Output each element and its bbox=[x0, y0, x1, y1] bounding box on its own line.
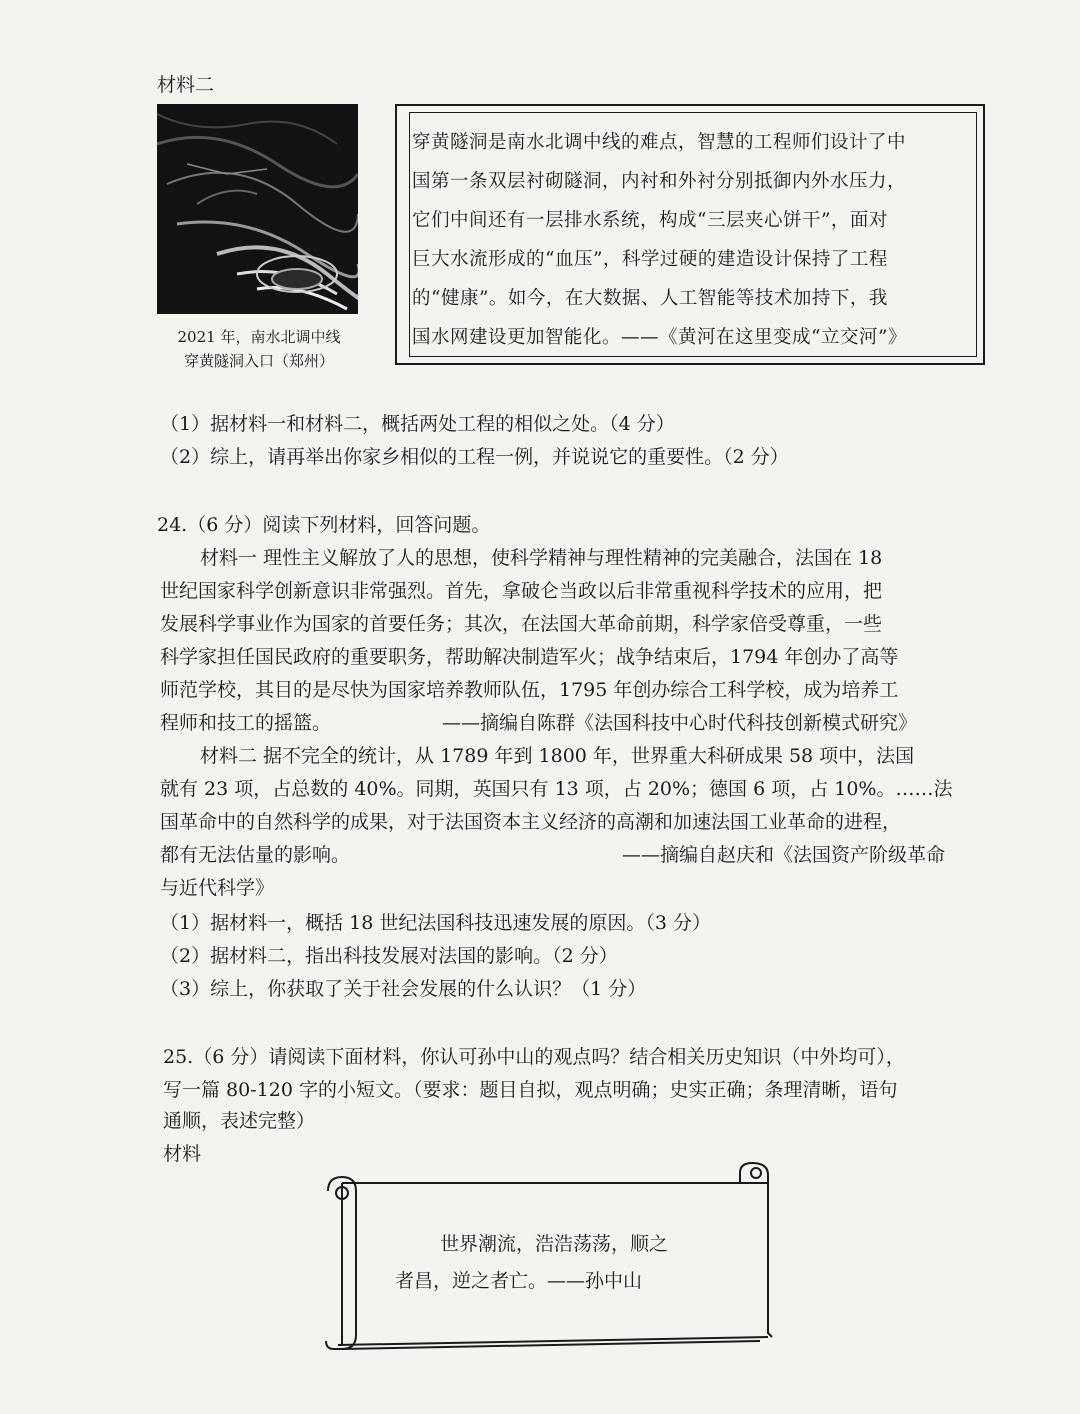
q25-line: 写一篇 80-120 字的小短文。（要求：题目自拟，观点明确；史实正确；条理清晰，语句 bbox=[163, 1079, 898, 1101]
q23-question-1: （1）据材料一和材料二，概括两处工程的相似之处。（4 分） bbox=[160, 413, 675, 435]
box-line: 国第一条双层衬砌隧洞，内衬和外衬分别抵御内外水压力， bbox=[412, 171, 907, 192]
q24-question-1: （1）据材料一，概括 18 世纪法国科技迅速发展的原因。（3 分） bbox=[160, 912, 711, 934]
q24-material1-line: 师范学校，其目的是尽快为国家培养教师队伍，1795 年创办综合工科学校，成为培养工 bbox=[160, 679, 899, 701]
scroll-quote-line: 世界潮流，浩浩荡荡，顺之 bbox=[440, 1233, 669, 1255]
box-line: 它们中间还有一层排水系统，构成“三层夹心饼干”，面对 bbox=[412, 210, 888, 231]
box-line: 的“健康”。如今，在大数据、人工智能等技术加持下，我 bbox=[412, 288, 888, 309]
section-label: 材料二 bbox=[157, 74, 215, 96]
q24-material2-source: ——摘编自赵庆和《法国资产阶级革命 bbox=[622, 844, 946, 866]
q24-material2-line: 材料二 据不完全的统计，从 1789 年到 1800 年，世界重大科研成果 58 项中，法国 bbox=[200, 745, 915, 767]
q24-material1-line: 世纪国家科学创新意识非常强烈。首先，拿破仑当政以后非常重视科学技术的应用，把 bbox=[160, 580, 883, 602]
q24-title: 24.（6 分）阅读下列材料，回答问题。 bbox=[157, 514, 491, 536]
q25-material-label: 材料 bbox=[163, 1143, 202, 1165]
q24-material2-line: 国革命中的自然科学的成果，对于法国资本主义经济的高潮和加速法国工业革命的进程， bbox=[160, 811, 902, 833]
q24-material2-source-cont: 与近代科学》 bbox=[160, 877, 275, 899]
material-box bbox=[395, 104, 985, 365]
box-line: 巨大水流形成的“血压”，科学过硬的建造设计保持了工程 bbox=[412, 249, 888, 270]
q24-question-2: （2）据材料二，指出科技发展对法国的影响。（2 分） bbox=[160, 945, 618, 967]
q24-material1-source: ——摘编自陈群《法国科技中心时代科技创新模式研究》 bbox=[442, 712, 918, 734]
tunnel-photo bbox=[157, 104, 358, 314]
q24-material1-line: 程师和技工的摇篮。 bbox=[160, 712, 332, 734]
photo-caption bbox=[144, 325, 374, 373]
box-line: 穿黄隧洞是南水北调中线的难点，智慧的工程师们设计了中 bbox=[412, 132, 907, 153]
q25-line: 通顺，表述完整） bbox=[163, 1110, 316, 1132]
q23-question-2: （2）综上，请再举出你家乡相似的工程一例，并说说它的重要性。（2 分） bbox=[160, 446, 789, 468]
q24-material2-line: 都有无法估量的影响。 bbox=[160, 844, 351, 866]
q24-material2-line: 就有 23 项，占总数的 40%。同期，英国只有 13 项，占 20%；德国 6 项，占 10%。……法 bbox=[160, 778, 953, 800]
q24-material1-line: 材料一 理性主义解放了人的思想，使科学精神与理性精神的完美融合，法国在 18 bbox=[200, 547, 883, 569]
q24-material1-line: 科学家担任国民政府的重要职务，帮助解决制造军火；战争结束后，1794 年创办了高等 bbox=[160, 646, 899, 668]
tunnel-photo-image bbox=[157, 104, 358, 314]
q25-line: 25.（6 分）请阅读下面材料，你认可孙中山的观点吗？结合相关历史知识（中外均可）， bbox=[163, 1046, 905, 1068]
scroll-quote-line: 者昌，逆之者亡。——孙中山 bbox=[395, 1270, 643, 1292]
photo-caption-line: 2021 年，南水北调中线 bbox=[177, 328, 341, 346]
q24-material1-line: 发展科学事业作为国家的首要任务；其次，在法国大革命前期，科学家倍受尊重，一些 bbox=[160, 613, 883, 635]
photo-caption-line: 穿黄隧洞入口（郑州） bbox=[183, 352, 334, 370]
scroll-illustration bbox=[320, 1155, 780, 1365]
box-line: 国水网建设更加智能化。——《黄河在这里变成“立交河”》 bbox=[412, 327, 907, 348]
q24-question-3: （3）综上，你获取了关于社会发展的什么认识？（1 分） bbox=[160, 978, 647, 1000]
